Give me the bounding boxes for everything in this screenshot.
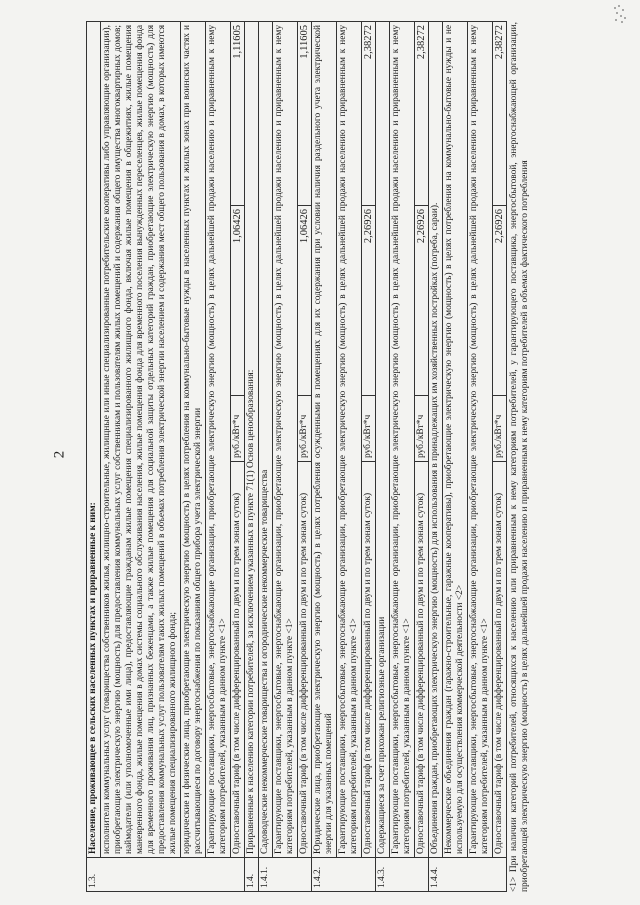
tariff-row (493, 21, 507, 891)
table-row (429, 21, 443, 891)
tariff-unit: руб./кВт*ч (298, 396, 312, 462)
row-description: Гарантирующие поставщики, энергосбытовые, энергоснабжающие организации, приобретающие электрическую энергию (мощность) в целях дальнейшей продажи населению и приравненным к нему категориям потребителей, указанным в данном пункте <1> (468, 21, 493, 857)
row-description: Гарантирующие поставщики, энергосбытовые, энергоснабжающие организации, приобретающие электрическую энергию (мощность) в целях дальнейшей продажи населению и приравненным к нему категориям потребителей, указанным в данном пункте <1> (337, 21, 362, 857)
row-number: 1.3. (87, 858, 245, 892)
row-number: 1.4.4. (429, 858, 507, 892)
row-description: Население, проживающее в сельских населенных пунктах и приравненные к ним: (87, 21, 101, 857)
table-row (181, 21, 206, 891)
tariff-value-second-half: 2,38272 (493, 21, 507, 205)
table-row (390, 21, 415, 891)
table-row (245, 21, 259, 891)
table-row (101, 21, 181, 891)
tariff-value-second-half: 2,38272 (415, 21, 429, 205)
row-heading: Приравненные к населению категории потребителей, за исключением указанных в пункте 71(1) Основ ценообразования: (245, 21, 259, 857)
table-row (259, 21, 273, 891)
page-number: 2 (51, 450, 68, 459)
row-description: Гарантирующие поставщики, энергосбытовые, энергоснабжающие организации, приобретающие электрическую энергию (мощность) в целях дальнейшей продажи населению и приравненным к нему категориям потребителей, указанным в данном пункте <1> (273, 21, 298, 857)
table-row (87, 21, 101, 891)
scan-speck (612, 4, 628, 24)
tariff-row (415, 21, 429, 891)
row-description: Юридические лица, приобретающие электрическую энергию (мощность) в целях потребления осужденными в помещениях для их содержания при условии наличия раздельного учета электрической энергии для указанных помещений (312, 21, 337, 857)
tariff-table (86, 21, 507, 892)
table-row (443, 21, 468, 891)
tariff-value-second-half: 2,38272 (362, 21, 376, 205)
row-number: 1.4.1. (259, 858, 312, 892)
row-description: Содержащиеся за счет прихожан религиозные организации (376, 21, 390, 857)
tariff-label: Одноставочный тариф (в том числе дифференцированный по двум и по трем зонам суток) (362, 462, 376, 858)
row-number: 1.4. (245, 858, 259, 892)
footnote: <1> При наличии категорий потребителей, относящихся к населению или приравненным к нему категориям потребителей, у гарантирующего поставщика, энергосбытовой, энергоснабжающей организации, приобретающей электрическую энергию (мощность) в целях дальнейшей продажи населению и приравненным к нему категориям потребителей в объемах фактического потребления (509, 22, 530, 892)
tariff-table-body (87, 21, 507, 891)
row-description: Гарантирующие поставщики, энергосбытовые, энергоснабжающие организации, приобретающие электрическую энергию (мощность) в целях дальнейшей продажи населению и приравненным к нему категориям потребителей, указанным в данном пункте <1> (206, 21, 231, 857)
table-row (337, 21, 362, 891)
tariff-row (362, 21, 376, 891)
row-description: Садоводческие некоммерческие товарищества и огороднические некоммерческие товарищества (259, 21, 273, 857)
tariff-value-first-half: 2,26926 (493, 206, 507, 396)
table-row (468, 21, 493, 891)
row-number: 1.4.3. (376, 858, 429, 892)
tariff-label: Одноставочный тариф (в том числе дифференцированный по двум и по трем зонам суток) (298, 462, 312, 858)
tariff-value-first-half: 2,26926 (415, 206, 429, 396)
tariff-row (231, 21, 245, 891)
table-row (206, 21, 231, 891)
tariff-unit: руб./кВт*ч (415, 396, 429, 462)
tariff-unit: руб./кВт*ч (231, 396, 245, 462)
tariff-label: Одноставочный тариф (в том числе дифференцированный по двум и по трем зонам суток) (493, 462, 507, 858)
row-description: исполнители коммунальных услуг (товарищества собственников жилья, жилищно-строительные, жилищные или иные специализированные потребительские кооперативы либо управляющие организации), приобретающие электрическую энергию (мощность) для предоставления коммунальных услуг собственникам и пользователям жилых помещений и содержания общего имущества многоквартирных домов; наймодатели (или уполномоченные ими лица), предоставляющие гражданам жилые помещения специализированного жилищного фонда, включая жилые помещения в общежитиях, жилые помещения маневренного фонда, жилые помещения в домах системы социального обслуживания населения, жилые помещения фонда для временного поселения вынужденных переселенцев, жилые помещения фонда для временного проживания лиц, признанных беженцами, а также жилые помещения для социальной защиты отдельных категорий граждан, приобретающие электрическую энергию (мощность) для предоставления коммунальных услуг пользователям таких жилых помещений в объемах потребления электрической энергии населением и содержания мест общего пользования в домах, в которых имеются жилые помещения специализированного жилищного фонда; (101, 21, 181, 857)
rotated-content (86, 12, 604, 892)
table-row (376, 21, 390, 891)
tariff-value-first-half: 1,06426 (298, 206, 312, 396)
tariff-value-first-half: 1,06426 (231, 206, 245, 396)
tariff-value-second-half: 1,11605 (298, 21, 312, 205)
row-number: 1.4.2. (312, 858, 376, 892)
row-description: Объединения граждан, приобретающих электрическую энергию (мощность) для использования в принадлежащих им хозяйственных постройках (погреба, сараи). (429, 21, 443, 857)
tariff-row (298, 21, 312, 891)
row-description: Некоммерческие объединения граждан (гаражно-строительные, гаражные кооперативы), приобретающие электрическую энергию (мощность) в целях потребления на коммунально-бытовые нужды и не используемую для осуществления коммерческой деятельности <2> (443, 21, 468, 857)
tariff-label: Одноставочный тариф (в том числе дифференцированный по двум и по трем зонам суток) (415, 462, 429, 858)
tariff-value-second-half: 1,11605 (231, 21, 245, 205)
row-description: юридические и физические лица, приобретающие электрическую энергию (мощность) в целях потребления на коммунально-бытовые нужды в населенных пунктах и жилых зонах при воинских частях и рассчитывающиеся по договору энергоснабжения по показаниям общего прибора учета электрической энергии (181, 21, 206, 857)
row-description: Гарантирующие поставщики, энергосбытовые, энергоснабжающие организации, приобретающие электрическую энергию (мощность) в целях дальнейшей продажи населению и приравненным к нему категориям потребителей, указанным в данном пункте <1> (390, 21, 415, 857)
table-row (273, 21, 298, 891)
tariff-unit: руб./кВт*ч (493, 396, 507, 462)
tariff-label: Одноставочный тариф (в том числе дифференцированный по двум и по трем зонам суток) (231, 462, 245, 858)
tariff-value-first-half: 2,26926 (362, 206, 376, 396)
tariff-unit: руб./кВт*ч (362, 396, 376, 462)
table-row (312, 21, 337, 891)
